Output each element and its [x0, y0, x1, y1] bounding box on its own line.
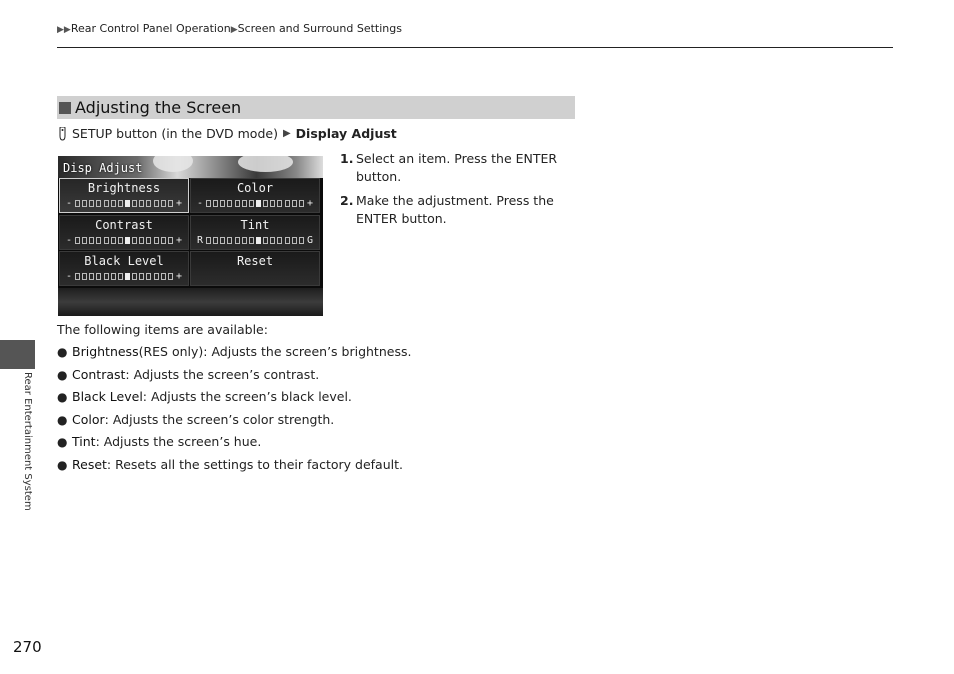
- chapter-tab: [0, 340, 35, 369]
- list-item: [57, 457, 411, 480]
- section-heading: [57, 96, 575, 119]
- level-tick: [146, 273, 151, 280]
- breadcrumb-arrow-icon: ▶: [230, 25, 238, 35]
- screen-menu-label: Black Level: [84, 254, 164, 268]
- level-ticks: [75, 273, 173, 280]
- breadcrumb: [57, 22, 402, 35]
- level-tick: [82, 237, 87, 244]
- level-right-label: +: [175, 197, 182, 209]
- level-tick: [125, 273, 130, 280]
- level-tick: [118, 200, 123, 207]
- item-term: Brightness: [72, 344, 139, 359]
- level-tick: [146, 237, 151, 244]
- breadcrumb-item[interactable]: Screen and Surround Settings: [237, 22, 402, 35]
- level-right-label: +: [306, 197, 313, 209]
- step-text: Select an item. Press the ENTER button.: [356, 151, 558, 184]
- level-tick: [104, 273, 109, 280]
- list-item: [57, 344, 411, 367]
- level-tick: [168, 237, 173, 244]
- level-tick: [299, 237, 304, 244]
- level-tick: [89, 200, 94, 207]
- level-right-label: +: [175, 234, 182, 246]
- level-tick: [139, 200, 144, 207]
- item-desc: (RES only): Adjusts the screen’s brightness.: [138, 344, 412, 359]
- screen-level-bar: [66, 235, 182, 245]
- screen-menu-label: Brightness: [87, 181, 161, 195]
- level-tick: [75, 200, 80, 207]
- screen-level-bar: [197, 198, 313, 208]
- screen-menu-label: Tint: [240, 218, 270, 232]
- level-ticks: [206, 200, 304, 207]
- section-title: Adjusting the Screen: [75, 98, 242, 117]
- level-tick: [161, 200, 166, 207]
- level-tick: [154, 237, 159, 244]
- items-intro: The following items are available:: [57, 322, 268, 337]
- level-tick: [220, 200, 225, 207]
- items-list: [57, 344, 411, 480]
- display-adjust-screenshot: [58, 156, 323, 316]
- level-tick: [213, 237, 218, 244]
- level-tick: [285, 200, 290, 207]
- level-tick: [154, 273, 159, 280]
- level-tick: [139, 273, 144, 280]
- level-tick: [277, 200, 282, 207]
- path-target: Display Adjust: [295, 126, 397, 141]
- screen-menu-label: Color: [236, 181, 274, 195]
- level-tick: [125, 200, 130, 207]
- level-tick: [82, 200, 87, 207]
- step-number: 1.: [340, 151, 354, 166]
- step-item: [340, 192, 565, 227]
- screen-menu-label: Contrast: [95, 218, 153, 232]
- screen-menu-cell[interactable]: [59, 215, 189, 250]
- item-desc: : Adjusts the screen’s hue.: [95, 434, 262, 450]
- level-tick: [227, 237, 232, 244]
- level-ticks: [75, 200, 173, 207]
- list-item: [57, 367, 411, 390]
- level-tick: [263, 200, 268, 207]
- level-left-label: -: [197, 197, 204, 209]
- chapter-label: Rear Entertainment System: [22, 372, 33, 511]
- screen-menu-cell[interactable]: [59, 178, 189, 213]
- level-tick: [256, 237, 261, 244]
- level-tick: [132, 237, 137, 244]
- path-arrow-icon: ▶: [282, 128, 291, 139]
- item-term: Reset: [72, 456, 107, 472]
- level-tick: [285, 237, 290, 244]
- level-tick: [206, 237, 211, 244]
- breadcrumb-item[interactable]: Rear Control Panel Operation: [70, 22, 231, 35]
- step-text: Make the adjustment. Press the ENTER button.: [356, 193, 554, 226]
- screen-menu-cell[interactable]: [59, 251, 189, 286]
- step-item: [340, 150, 565, 185]
- level-tick: [96, 200, 101, 207]
- level-tick: [96, 237, 101, 244]
- level-tick: [227, 200, 232, 207]
- level-tick: [139, 237, 144, 244]
- bullet-icon: ●: [57, 457, 68, 472]
- level-tick: [118, 273, 123, 280]
- level-tick: [292, 237, 297, 244]
- level-tick: [132, 273, 137, 280]
- item-desc: : Adjusts the screen’s contrast.: [125, 366, 320, 382]
- screen-menu-cell[interactable]: [190, 251, 320, 286]
- bullet-icon: ●: [57, 412, 68, 427]
- level-left-label: -: [66, 197, 73, 209]
- item-term: Tint: [72, 434, 96, 450]
- bullet-icon: ●: [57, 390, 68, 405]
- level-tick: [242, 237, 247, 244]
- item-desc: : Adjusts the screen’s color strength.: [104, 411, 335, 427]
- bullet-icon: ●: [57, 435, 68, 450]
- level-tick: [161, 273, 166, 280]
- item-desc: : Adjusts the screen’s black level.: [142, 389, 352, 405]
- level-tick: [270, 237, 275, 244]
- level-ticks: [75, 237, 173, 244]
- level-tick: [263, 237, 268, 244]
- item-term: Color: [72, 411, 105, 427]
- level-tick: [89, 237, 94, 244]
- level-tick: [277, 237, 282, 244]
- level-tick: [235, 237, 240, 244]
- step-number: 2.: [340, 193, 354, 208]
- screen-menu-label: Reset: [236, 254, 274, 268]
- level-tick: [75, 237, 80, 244]
- remote-control-icon: [57, 127, 68, 141]
- page-number: 270: [13, 638, 42, 656]
- bullet-icon: ●: [57, 345, 68, 359]
- level-tick: [111, 273, 116, 280]
- level-tick: [111, 200, 116, 207]
- level-ticks: [206, 237, 304, 244]
- level-tick: [89, 273, 94, 280]
- level-tick: [168, 200, 173, 207]
- level-tick: [270, 200, 275, 207]
- level-tick: [168, 273, 173, 280]
- item-term: Black Level: [72, 389, 143, 405]
- list-item: [57, 412, 411, 435]
- breadcrumb-arrow-icon: ▶▶: [57, 25, 71, 35]
- level-tick: [111, 237, 116, 244]
- steps-list: [340, 150, 565, 234]
- level-tick: [292, 200, 297, 207]
- level-tick: [75, 273, 80, 280]
- item-term: Contrast: [72, 366, 126, 382]
- item-desc: : Resets all the settings to their factory default.: [106, 456, 403, 472]
- level-tick: [146, 200, 151, 207]
- level-tick: [249, 200, 254, 207]
- screen-level-bar: [66, 198, 182, 208]
- level-tick: [104, 237, 109, 244]
- level-tick: [235, 200, 240, 207]
- level-tick: [161, 237, 166, 244]
- screen-bottom-strip: [58, 288, 323, 316]
- level-tick: [125, 237, 130, 244]
- screen-menu-cell[interactable]: [190, 178, 320, 213]
- level-left-label: -: [66, 234, 73, 246]
- level-tick: [132, 200, 137, 207]
- bullet-icon: ●: [57, 367, 68, 382]
- level-tick: [220, 237, 225, 244]
- level-tick: [154, 200, 159, 207]
- level-tick: [299, 200, 304, 207]
- list-item: [57, 389, 411, 412]
- level-tick: [96, 273, 101, 280]
- screen-level-bar: [197, 235, 313, 245]
- square-bullet-icon: [59, 102, 71, 114]
- level-tick: [118, 237, 123, 244]
- screen-level-bar: [66, 271, 182, 281]
- level-right-label: G: [306, 234, 313, 246]
- level-left-label: -: [66, 270, 73, 282]
- level-tick: [242, 200, 247, 207]
- level-tick: [249, 237, 254, 244]
- header-rule: [57, 47, 893, 48]
- level-tick: [256, 200, 261, 207]
- level-left-label: R: [197, 234, 204, 246]
- level-tick: [213, 200, 218, 207]
- screen-menu-cell[interactable]: [190, 215, 320, 250]
- path-prefix: SETUP button (in the DVD mode): [72, 126, 278, 141]
- screen-title: Disp Adjust: [63, 161, 143, 175]
- list-item: [57, 434, 411, 457]
- operation-path: [57, 126, 397, 141]
- level-right-label: +: [175, 270, 182, 282]
- level-tick: [104, 200, 109, 207]
- level-tick: [82, 273, 87, 280]
- level-tick: [206, 200, 211, 207]
